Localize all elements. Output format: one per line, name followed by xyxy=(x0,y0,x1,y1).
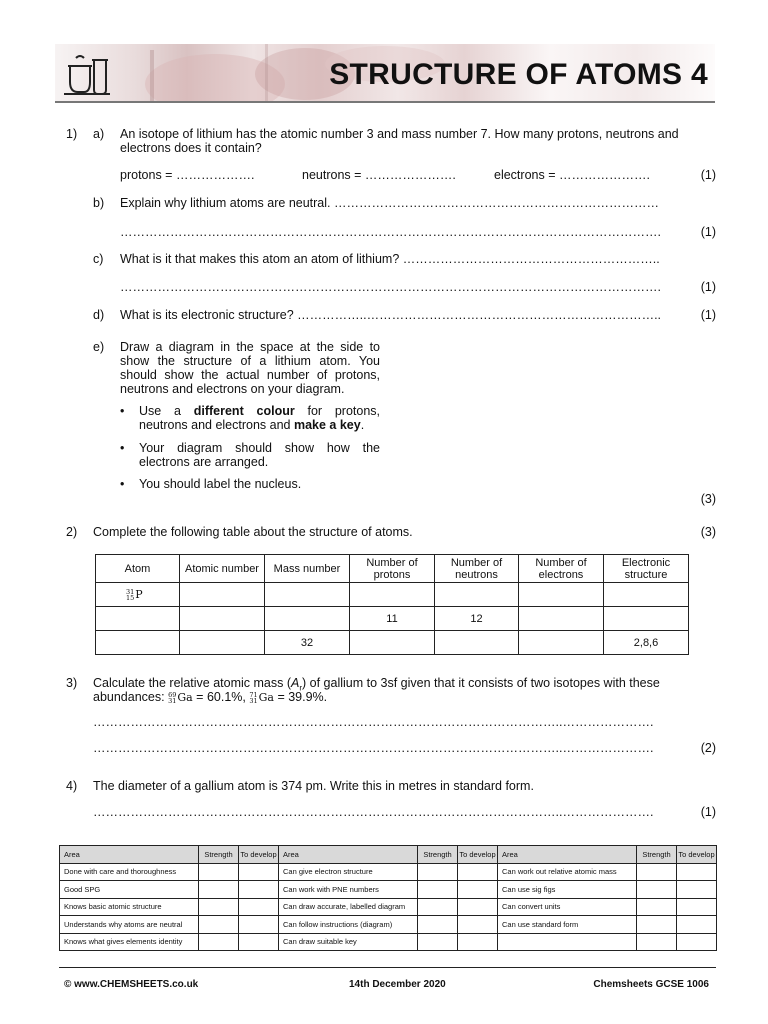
strength-cell[interactable] xyxy=(637,898,677,916)
q1d-marks: (1) xyxy=(700,308,716,322)
answer-cell[interactable] xyxy=(96,607,180,631)
q1a-protons: protons = ………………. xyxy=(120,168,255,182)
answer-cell[interactable] xyxy=(519,631,604,655)
q4-answer-line[interactable]: …………………………………………………………………………………………………..…………………. xyxy=(93,805,654,819)
q1a-text: An isotope of lithium has the atomic number 3 and mass number 7. How many protons, neutrons and electrons does it contain? xyxy=(120,127,679,155)
given-cell: 12 xyxy=(435,607,519,631)
strength-cell[interactable] xyxy=(199,933,239,951)
header-cell: Atomic number xyxy=(180,555,265,583)
answer-cell[interactable] xyxy=(604,607,689,631)
skill-area: Can follow instructions (diagram) xyxy=(279,916,418,934)
q4-text: The diameter of a gallium atom is 374 pm. Write this in metres in standard form. xyxy=(93,779,534,793)
given-cell: 2,8,6 xyxy=(604,631,689,655)
skill-area: Understands why atoms are neutral xyxy=(60,916,199,934)
q1a-marks: (1) xyxy=(700,168,716,182)
header-cell: Area xyxy=(498,846,637,864)
bullet-dot: • xyxy=(120,441,125,455)
q1c-text: What is it that makes this atom an atom of lithium? …………………………………………………….. xyxy=(120,252,660,266)
q4-marks: (1) xyxy=(700,805,716,819)
to-develop-cell[interactable] xyxy=(239,933,279,951)
skill-area: Can convert units xyxy=(498,898,637,916)
to-develop-cell[interactable] xyxy=(458,916,498,934)
header-cell: Area xyxy=(60,846,199,864)
strength-cell[interactable] xyxy=(637,881,677,899)
q2-number: 2) xyxy=(66,525,78,539)
strength-cell[interactable] xyxy=(418,916,458,934)
strength-cell[interactable] xyxy=(199,881,239,899)
answer-cell[interactable] xyxy=(519,583,604,607)
skills-header-row xyxy=(60,846,717,864)
to-develop-cell[interactable] xyxy=(677,881,717,899)
header-cell: Number of neutrons xyxy=(435,555,519,583)
diagram-drawing-area[interactable] xyxy=(395,338,675,498)
strength-cell[interactable] xyxy=(637,916,677,934)
skill-area: Can use sig figs xyxy=(498,881,637,899)
footer-date: 14th December 2020 xyxy=(349,979,446,990)
q1e-bullet-2: Your diagram should show how the electrons are arranged. xyxy=(139,441,380,469)
page-title: STRUCTURE OF ATOMS 4 xyxy=(329,58,708,91)
strength-cell[interactable] xyxy=(637,863,677,881)
flask-logo-icon xyxy=(62,52,112,103)
skill-area: Can draw suitable key xyxy=(279,933,418,951)
q1c-label: c) xyxy=(93,252,104,266)
gallium-71-isotope: 71 31Ga xyxy=(249,691,274,705)
q1b-label: b) xyxy=(93,196,105,210)
q4-number: 4) xyxy=(66,779,78,793)
q2-text: Complete the following table about the structure of atoms. xyxy=(93,525,413,539)
header-cell: To develop xyxy=(239,846,279,864)
header-cell: To develop xyxy=(458,846,498,864)
answer-cell[interactable] xyxy=(180,631,265,655)
to-develop-cell[interactable] xyxy=(458,881,498,899)
to-develop-cell[interactable] xyxy=(239,881,279,899)
to-develop-cell[interactable] xyxy=(677,863,717,881)
q3-text-line2: abundances: 69 31Ga = 60.1%, 71 31Ga = 39.9%. xyxy=(93,690,328,705)
bullet-dot: • xyxy=(120,404,125,418)
header-cell: Number of protons xyxy=(350,555,435,583)
q1b-answer-line[interactable]: …………………………………………………………………………………………………………………. xyxy=(120,225,661,239)
strength-cell[interactable] xyxy=(418,863,458,881)
table-row xyxy=(60,933,717,951)
table-row xyxy=(60,863,717,881)
skill-area xyxy=(498,933,637,951)
table-row xyxy=(96,631,689,655)
q1c-answer-line[interactable]: …………………………………………………………………………………………………………………. xyxy=(120,280,661,294)
header-cell: Electronic structure xyxy=(604,555,689,583)
answer-cell[interactable] xyxy=(265,583,350,607)
answer-cell[interactable] xyxy=(350,583,435,607)
q1b-text: Explain why lithium atoms are neutral. …………………………………………………………………… xyxy=(120,196,659,210)
q3-number: 3) xyxy=(66,676,78,690)
skill-area: Can draw accurate, labelled diagram xyxy=(279,898,418,916)
answer-cell[interactable] xyxy=(350,631,435,655)
footer-divider xyxy=(59,967,716,968)
answer-cell[interactable] xyxy=(435,583,519,607)
header-divider xyxy=(55,101,715,103)
header-cell: Number of electrons xyxy=(519,555,604,583)
bullet-dot: • xyxy=(120,477,125,491)
q2-marks: (3) xyxy=(700,525,716,539)
header-cell: Atom xyxy=(96,555,180,583)
table-header-row xyxy=(96,555,689,583)
skill-area: Can use standard form xyxy=(498,916,637,934)
q1e-bullet-1: Use a different colour for protons, neutrons and electrons and make a key. xyxy=(139,404,380,432)
answer-cell[interactable] xyxy=(180,607,265,631)
q1e-text: Draw a diagram in the space at the side to show the structure of a lithium atom. You should show the actual number of protons, neutrons and electrons on your diagram. xyxy=(120,340,380,396)
q1-number: 1) xyxy=(66,127,78,141)
to-develop-cell[interactable] xyxy=(458,933,498,951)
strength-cell[interactable] xyxy=(199,863,239,881)
q3-text-line1: Calculate the relative atomic mass $(A_r)$ of gallium to 3sf given that it consists of two isotopes with these xyxy=(93,676,660,693)
skill-area: Good SPG xyxy=(60,881,199,899)
q1a-electrons: electrons = …………………. xyxy=(494,168,650,182)
q1a-neutrons: neutrons = …………………. xyxy=(302,168,456,182)
answer-cell[interactable] xyxy=(519,607,604,631)
table-row xyxy=(96,583,689,607)
gallium-69-isotope: 69 31Ga xyxy=(168,691,193,705)
footer-website: © www.CHEMSHEETS.co.uk xyxy=(64,979,199,990)
strength-cell[interactable] xyxy=(418,898,458,916)
strength-cell[interactable] xyxy=(199,898,239,916)
table-row xyxy=(60,898,717,916)
phosphorus-isotope: 31 15P xyxy=(126,587,143,602)
to-develop-cell[interactable] xyxy=(458,898,498,916)
strength-cell[interactable] xyxy=(637,933,677,951)
to-develop-cell[interactable] xyxy=(677,933,717,951)
answer-cell[interactable] xyxy=(265,607,350,631)
table-row xyxy=(60,881,717,899)
atom-structure-table xyxy=(95,554,689,655)
to-develop-cell[interactable] xyxy=(677,916,717,934)
to-develop-cell[interactable] xyxy=(239,863,279,881)
q1c-marks: (1) xyxy=(700,280,716,294)
skill-area: Knows basic atomic structure xyxy=(60,898,199,916)
given-cell: 11 xyxy=(350,607,435,631)
table-row xyxy=(96,607,689,631)
answer-cell[interactable] xyxy=(435,631,519,655)
skill-area: Can work with PNE numbers xyxy=(279,881,418,899)
answer-cell[interactable] xyxy=(180,583,265,607)
answer-cell[interactable] xyxy=(604,583,689,607)
skill-area: Knows what gives elements identity xyxy=(60,933,199,951)
skill-area: Can give electron structure xyxy=(279,863,418,881)
q1e-label: e) xyxy=(93,340,105,354)
given-cell: 32 xyxy=(265,631,350,655)
answer-cell[interactable] xyxy=(96,631,180,655)
q3-marks: (2) xyxy=(700,741,716,755)
to-develop-cell[interactable] xyxy=(458,863,498,881)
q3-answer-line-1[interactable]: …………………………………………………………………………………………………..…………………. xyxy=(93,715,654,729)
to-develop-cell[interactable] xyxy=(677,898,717,916)
to-develop-cell[interactable] xyxy=(239,916,279,934)
q1e-marks: (3) xyxy=(700,492,716,506)
to-develop-cell[interactable] xyxy=(239,898,279,916)
header-cell: To develop xyxy=(677,846,717,864)
q1a-label: a) xyxy=(93,127,105,141)
q1d-text: What is its electronic structure? ……………..…………………………………………………………….. xyxy=(120,308,662,322)
header-cell: Strength xyxy=(418,846,458,864)
skill-area: Can work out relative atomic mass xyxy=(498,863,637,881)
strength-cell[interactable] xyxy=(418,881,458,899)
header-cell: Strength xyxy=(199,846,239,864)
header-cell: Mass number xyxy=(265,555,350,583)
header-cell: Strength xyxy=(637,846,677,864)
q1d-label: d) xyxy=(93,308,105,322)
strength-cell[interactable] xyxy=(418,933,458,951)
strength-cell[interactable] xyxy=(199,916,239,934)
q1b-marks: (1) xyxy=(700,225,716,239)
skill-area: Done with care and thoroughness xyxy=(60,863,199,881)
footer-code: Chemsheets GCSE 1006 xyxy=(593,979,709,990)
header-cell: Area xyxy=(279,846,418,864)
skills-assessment-table xyxy=(59,845,717,951)
q3-answer-line-2[interactable]: …………………………………………………………………………………………………..…………………. xyxy=(93,741,654,755)
table-row xyxy=(60,916,717,934)
atom-symbol-cell xyxy=(96,583,180,607)
q1e-bullet-3: You should label the nucleus. xyxy=(139,477,302,491)
